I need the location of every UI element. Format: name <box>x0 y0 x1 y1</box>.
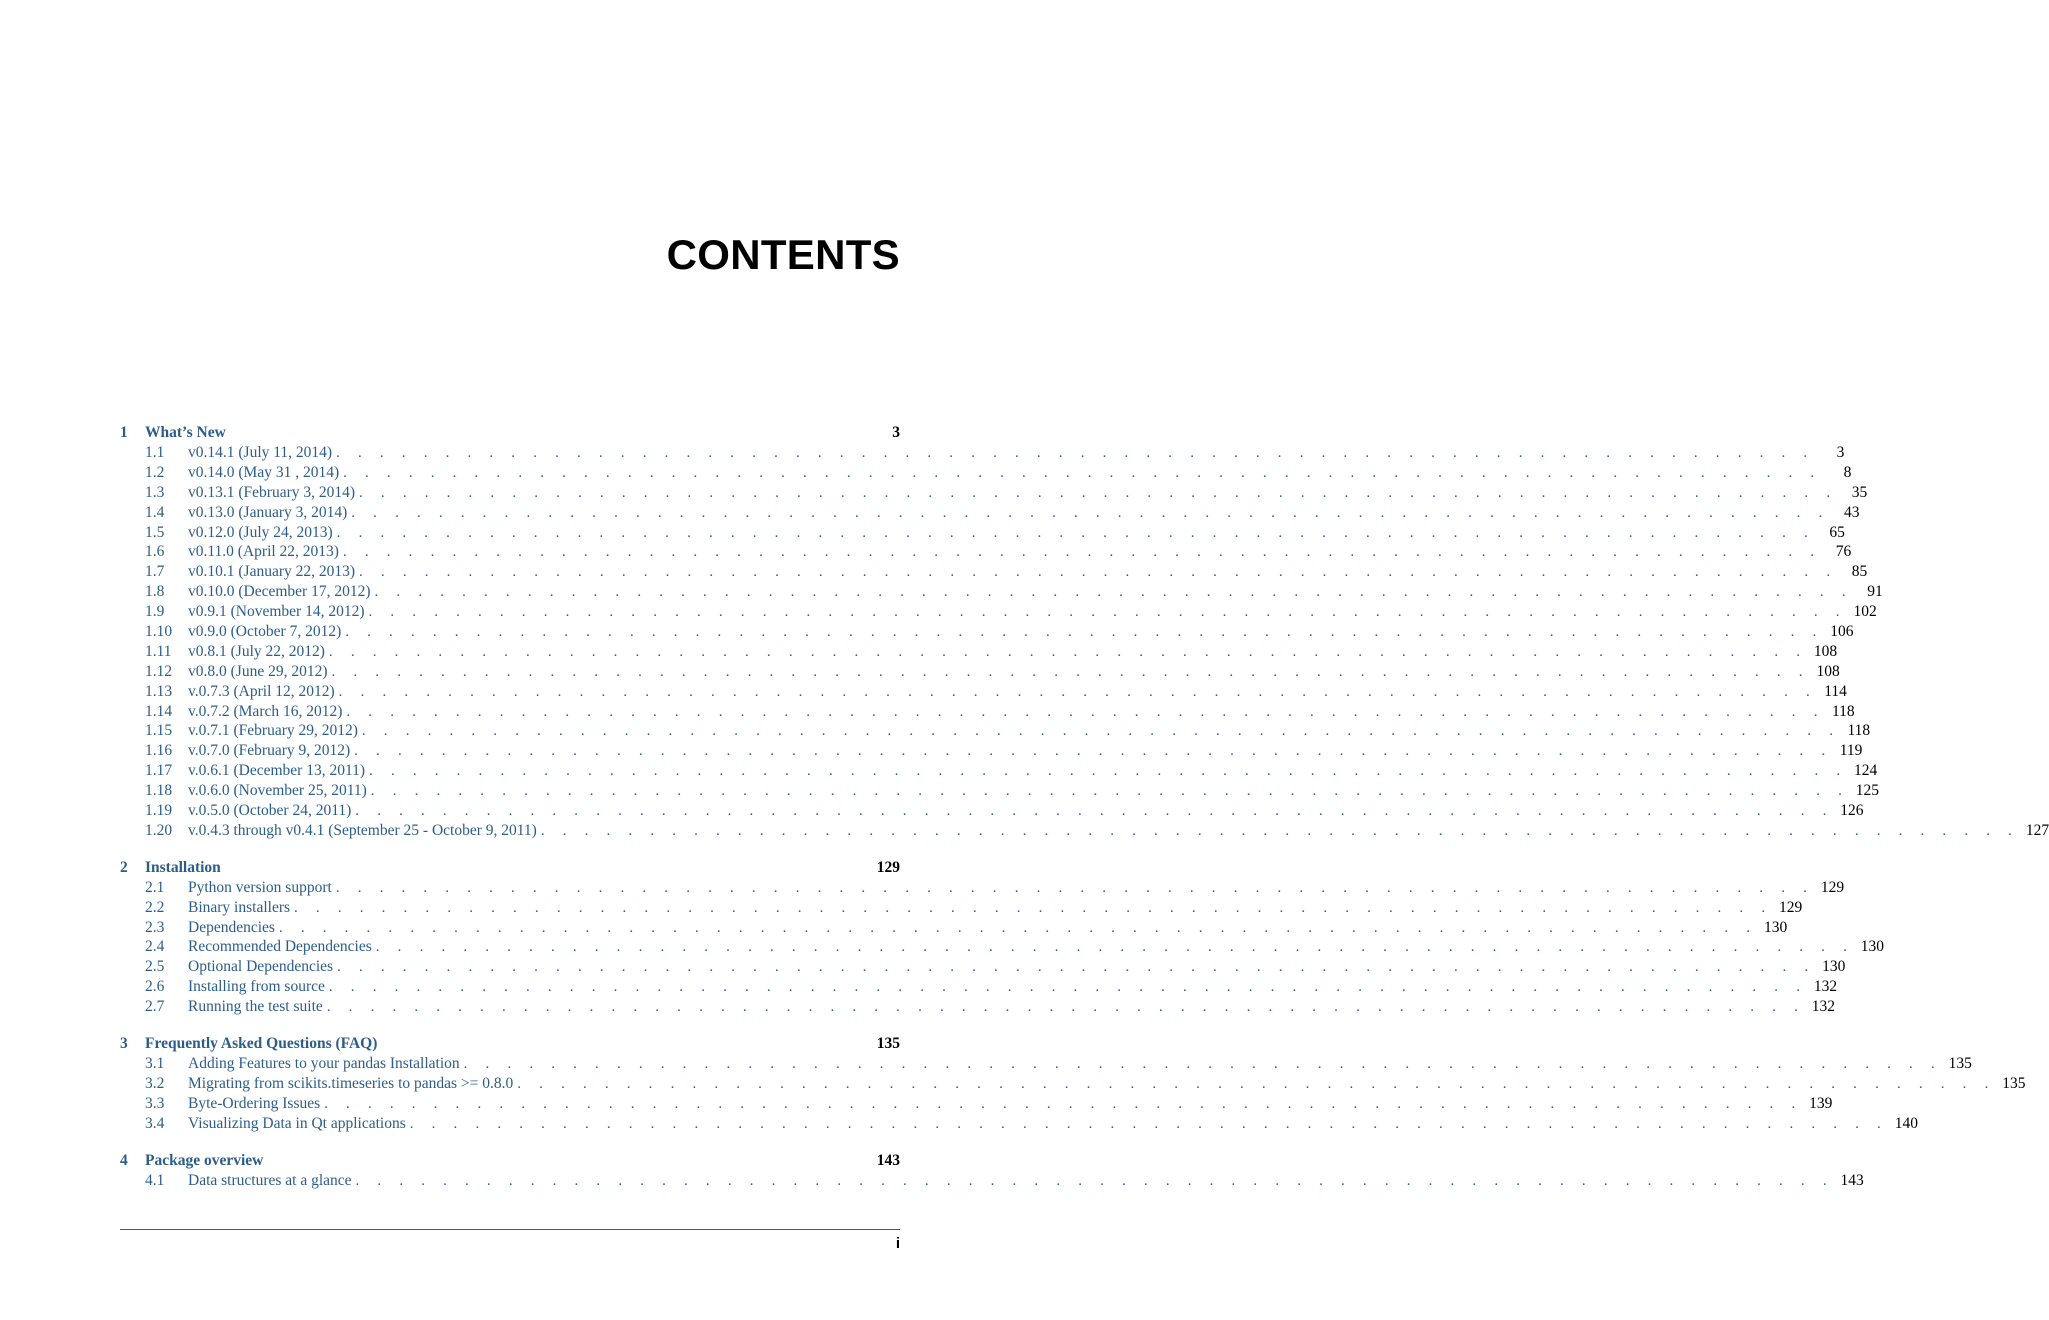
section-page-number: 129 <box>1779 898 1803 916</box>
toc-chapter-link[interactable] <box>120 1151 900 1171</box>
chapter-page-number: 129 <box>876 858 900 876</box>
section-page-number: 130 <box>1822 958 1846 976</box>
section-title: v0.13.0 (January 3, 2014) <box>188 503 348 521</box>
section-title: v0.9.0 (October 7, 2012) <box>188 623 342 641</box>
section-title: v0.8.0 (June 29, 2012) <box>188 662 328 680</box>
chapter-number: 2 <box>120 858 128 876</box>
section-number: 1.5 <box>145 523 165 541</box>
dot-leader: . . . . . . . . . . . . . . . . . . . . . . . . . . . . . . . . . . . . . . . . . . . . . . . . . . . . . . . . . . . . . . . . . . . . <box>369 763 1848 780</box>
dot-leader: . . . . . . . . . . . . . . . . . . . . . . . . . . . . . . . . . . . . . . . . . . . . . . . . . . . . . . . . . . . . . . . . . . . . <box>359 564 1838 581</box>
section-page-number: 130 <box>1763 918 1788 936</box>
dot-leader: . . . . . . . . . . . . . . . . . . . . . . . . . . . . . . . . . . . . . . . . . . . . . . . . . . . . . . . . . . . . . . . . . . . . <box>328 643 1808 660</box>
section-title: v0.9.1 (November 14, 2012) <box>188 603 365 621</box>
section-title: Optional Dependencies <box>188 958 334 976</box>
section-number: 2.6 <box>145 978 165 996</box>
chapter-page-number: 135 <box>876 1035 900 1053</box>
chapter-number: 3 <box>120 1035 128 1053</box>
dot-leader: . . . . . . . . . . . . . . . . . . . . . . . . . . . . . . . . . . . . . . . . . . . . . . . . . . . . . . . . . . . . . . . . . . . . <box>338 683 1817 700</box>
toc-entry-link[interactable] <box>120 957 1846 977</box>
section-page-number: 108 <box>1816 662 1840 680</box>
section-number: 2.3 <box>145 918 165 936</box>
dot-leader: . . . . . . . . . . . . . . . . . . . . . . . . . . . . . . . . . . . . . . . . . . . . . . . . . . . . . . . . . . . . . . . . . . . . <box>345 624 1824 641</box>
section-page-number: 65 <box>1829 523 1845 541</box>
section-number: 2.5 <box>145 958 165 976</box>
chapter-title: Frequently Asked Questions (FAQ) <box>145 1035 378 1053</box>
chapter-title: Package overview <box>145 1151 264 1169</box>
section-page-number: 140 <box>1894 1114 1918 1132</box>
section-title: v.0.4.3 through v0.4.1 (September 25 - October 9, 2011) <box>188 821 537 839</box>
section-title: Binary installers <box>188 898 291 916</box>
section-number: 1.10 <box>145 623 173 641</box>
section-number: 3.3 <box>145 1094 165 1112</box>
section-number: 3.4 <box>145 1114 165 1132</box>
section-title: v.0.7.2 (March 16, 2012) <box>188 702 343 720</box>
toc-entry-link[interactable] <box>120 622 1854 642</box>
section-title: v0.14.1 (July 11, 2014) <box>188 444 333 461</box>
toc-chapter <box>120 858 1885 1017</box>
toc-entry-link[interactable] <box>120 821 2049 841</box>
section-page-number: 8 <box>1843 463 1852 481</box>
toc-entry-link[interactable] <box>120 878 1845 898</box>
dot-leader: . . . . . . . . . . . . . . . . . . . . . . . . . . . . . . . . . . . . . . . . . . . . . . . . . . . . . . . . . . . . . . . . . . . . <box>331 663 1810 680</box>
section-title: v0.8.1 (July 22, 2012) <box>188 642 325 660</box>
section-number: 1.14 <box>145 702 173 720</box>
section-number: 1.16 <box>145 742 173 760</box>
toc-chapter-link[interactable] <box>120 1034 900 1054</box>
section-page-number: 85 <box>1851 563 1868 581</box>
section-page-number: 125 <box>1855 782 1880 800</box>
section-page-number: 126 <box>1840 802 1864 820</box>
toc-chapter <box>120 1151 1864 1191</box>
toc-entry-link[interactable] <box>120 1114 1918 1134</box>
section-number: 1.1 <box>145 444 165 461</box>
toc-chapter <box>120 423 2049 841</box>
toc-entry-link[interactable] <box>120 721 1871 741</box>
section-page-number: 106 <box>1830 623 1854 641</box>
section-page-number: 119 <box>1839 742 1863 760</box>
dot-leader: . . . . . . . . . . . . . . . . . . . . . . . . . . . . . . . . . . . . . . . . . . . . . . . . . . . . . . . . . . . . . . . . . . . . <box>355 1172 1834 1189</box>
footer-rule <box>120 1229 900 1230</box>
dot-leader: . . . . . . . . . . . . . . . . . . . . . . . . . . . . . . . . . . . . . . . . . . . . . . . . . . . . . . . . . . . . . . . . . . . . <box>324 1095 1803 1112</box>
toc-entry-link[interactable] <box>120 1171 1864 1191</box>
chapter-page-number: 3 <box>892 424 900 441</box>
section-number: 1.3 <box>145 483 165 501</box>
section-title: Migrating from scikits.timeseries to pandas >= 0.8.0 <box>188 1074 514 1092</box>
toc-entry-link[interactable] <box>120 602 1877 622</box>
section-page-number: 43 <box>1844 503 1860 521</box>
table-of-contents <box>120 423 2049 1208</box>
section-number: 3.1 <box>145 1055 165 1073</box>
dot-leader: . . . . . . . . . . . . . . . . . . . . . . . . . . . . . . . . . . . . . . . . . . . . . . . . . . . . . . . . . . . . . . . . . . . . <box>374 584 1853 601</box>
section-title: v0.14.0 (May 31 , 2014) <box>188 463 340 481</box>
chapter-number: 4 <box>120 1151 128 1169</box>
section-title: v0.13.1 (February 3, 2014) <box>188 483 356 501</box>
toc-entry-link[interactable] <box>120 582 1883 602</box>
dot-leader: . . . . . . . . . . . . . . . . . . . . . . . . . . . . . . . . . . . . . . . . . . . . . . . . . . . . . . . . . . . . . . . . . . . . <box>336 524 1815 541</box>
dot-leader: . . . . . . . . . . . . . . . . . . . . . . . . . . . . . . . . . . . . . . . . . . . . . . . . . . . . . . . . . . . . . . . . . . . . <box>346 703 1825 720</box>
section-title: v.0.7.0 (February 9, 2012) <box>188 742 351 760</box>
toc-entry-link[interactable] <box>120 642 1838 662</box>
section-title: Adding Features to your pandas Installation <box>188 1055 460 1073</box>
section-page-number: 132 <box>1813 978 1838 996</box>
toc-entry-link[interactable] <box>120 523 1845 543</box>
toc-entry-link[interactable] <box>120 503 1860 523</box>
dot-leader: . . . . . . . . . . . . . . . . . . . . . . . . . . . . . . . . . . . . . . . . . . . . . . . . . . . . . . . . . . . . . . . . . . . . <box>343 464 1822 481</box>
section-number: 2.4 <box>145 938 165 956</box>
section-page-number: 135 <box>2002 1074 2026 1092</box>
toc-entry-link[interactable] <box>120 542 1852 562</box>
toc-entry-link[interactable] <box>120 741 1863 761</box>
section-title: v0.12.0 (July 24, 2013) <box>188 523 333 541</box>
toc-entry-link[interactable] <box>120 761 1878 781</box>
section-title: Visualizing Data in Qt applications <box>188 1114 406 1132</box>
section-page-number: 143 <box>1840 1171 1864 1189</box>
dot-leader: . . . . . . . . . . . . . . . . . . . . . . . . . . . . . . . . . . . . . . . . . . . . . . . . . . . . . . . . . . . . . . . . . . . . <box>463 1056 1942 1073</box>
section-page-number: 135 <box>1948 1055 1972 1073</box>
toc-entry-link[interactable] <box>120 801 1864 821</box>
dot-leader: . . . . . . . . . . . . . . . . . . . . . . . . . . . . . . . . . . . . . . . . . . . . . . . . . . . . . . . . . . . . . . . . . . . . <box>355 803 1834 820</box>
dot-leader: . . . . . . . . . . . . . . . . . . . . . . . . . . . . . . . . . . . . . . . . . . . . . . . . . . . . . . . . . . . . . . . . . . . . <box>328 979 1808 996</box>
section-number: 1.9 <box>145 603 165 621</box>
dot-leader: . . . . . . . . . . . . . . . . . . . . . . . . . . . . . . . . . . . . . . . . . . . . . . . . . . . . . . . . . . . . . . . . . . . . <box>370 783 1850 800</box>
dot-leader: . . . . . . . . . . . . . . . . . . . . . . . . . . . . . . . . . . . . . . . . . . . . . . . . . . . . . . . . . . . . . . . . . . . . <box>337 959 1816 976</box>
section-number: 1.18 <box>145 782 173 800</box>
toc-entry-link[interactable] <box>120 483 1868 503</box>
section-number: 1.6 <box>145 543 165 561</box>
section-page-number: 127 <box>2025 821 2049 839</box>
section-title: v.0.7.3 (April 12, 2012) <box>188 682 335 700</box>
dot-leader: . . . . . . . . . . . . . . . . . . . . . . . . . . . . . . . . . . . . . . . . . . . . . . . . . . . . . . . . . . . . . . . . . . . . <box>368 604 1847 621</box>
section-number: 1.20 <box>145 821 173 839</box>
section-page-number: 35 <box>1851 483 1868 501</box>
section-number: 1.8 <box>145 583 165 601</box>
dot-leader: . . . . . . . . . . . . . . . . . . . . . . . . . . . . . . . . . . . . . . . . . . . . . . . . . . . . . . . . . . . . . . . . . . . . <box>359 484 1838 501</box>
toc-entry-link[interactable] <box>120 997 1836 1017</box>
section-page-number: 114 <box>1824 682 1847 700</box>
dot-leader: . . . . . . . . . . . . . . . . . . . . . . . . . . . . . . . . . . . . . . . . . . . . . . . . . . . . . . . . . . . . . . . . . . . . <box>335 879 1815 896</box>
section-page-number: 102 <box>1853 603 1877 621</box>
section-number: 1.12 <box>145 662 173 680</box>
toc-entry-link[interactable] <box>120 1094 1833 1114</box>
section-title: v0.10.0 (December 17, 2012) <box>188 583 371 601</box>
chapter-number: 1 <box>120 424 128 441</box>
section-page-number: 132 <box>1811 998 1836 1016</box>
section-number: 2.2 <box>145 898 165 916</box>
dot-leader: . . . . . . . . . . . . . . . . . . . . . . . . . . . . . . . . . . . . . . . . . . . . . . . . . . . . . . . . . . . . . . . . . . . . <box>375 939 1855 956</box>
dot-leader: . . . . . . . . . . . . . . . . . . . . . . . . . . . . . . . . . . . . . . . . . . . . . . . . . . . . . . . . . . . . . . . . . . . . <box>354 743 1833 760</box>
toc-entry-link[interactable] <box>120 562 1868 582</box>
chapter-title: What’s New <box>145 424 226 441</box>
section-number: 2.1 <box>145 878 165 896</box>
section-number: 1.2 <box>145 463 165 481</box>
section-title: Byte-Ordering Issues <box>188 1094 321 1112</box>
dot-leader: . . . . . . . . . . . . . . . . . . . . . . . . . . . . . . . . . . . . . . . . . . . . . . . . . . . . . . . . . . . . . . . . . . . . <box>517 1075 1996 1092</box>
footer-page-number: i <box>895 1235 900 1252</box>
section-page-number: 139 <box>1809 1094 1833 1112</box>
chapter-page-number: 143 <box>876 1151 900 1169</box>
section-title: v.0.6.0 (November 25, 2011) <box>188 782 367 800</box>
dot-leader: . . . . . . . . . . . . . . . . . . . . . . . . . . . . . . . . . . . . . . . . . . . . . . . . . . . . . . . . . . . . . . . . . . . . <box>361 723 1841 740</box>
section-page-number: 3 <box>1836 444 1845 461</box>
section-number: 3.2 <box>145 1074 165 1092</box>
section-number: 1.4 <box>145 503 165 521</box>
dot-leader: . . . . . . . . . . . . . . . . . . . . . . . . . . . . . . . . . . . . . . . . . . . . . . . . . . . . . . . . . . . . . . . . . . . . <box>326 999 1806 1016</box>
section-title: Dependencies <box>188 918 275 936</box>
dot-leader: . . . . . . . . . . . . . . . . . . . . . . . . . . . . . . . . . . . . . . . . . . . . . . . . . . . . . . . . . . . . . . . . . . . . <box>409 1115 1888 1132</box>
toc-chapter <box>120 1034 2026 1134</box>
section-page-number: 118 <box>1847 722 1871 740</box>
section-number: 1.17 <box>145 762 173 780</box>
section-page-number: 124 <box>1854 762 1878 780</box>
section-title: Installing from source <box>188 978 325 996</box>
toc-entry-link[interactable] <box>120 977 1838 997</box>
section-number: 1.11 <box>145 642 172 660</box>
toc-entry-link[interactable] <box>120 702 1855 722</box>
section-title: v0.11.0 (April 22, 2013) <box>188 543 339 561</box>
section-page-number: 130 <box>1860 938 1885 956</box>
toc-entry-link[interactable] <box>120 1054 1972 1074</box>
dot-leader: . . . . . . . . . . . . . . . . . . . . . . . . . . . . . . . . . . . . . . . . . . . . . . . . . . . . . . . . . . . . . . . . . . . . <box>336 445 1815 461</box>
section-title: Data structures at a glance <box>188 1171 352 1189</box>
section-page-number: 91 <box>1867 583 1883 601</box>
toc-entry-link[interactable] <box>120 937 1885 957</box>
section-number: 4.1 <box>145 1171 165 1189</box>
dot-leader: . . . . . . . . . . . . . . . . . . . . . . . . . . . . . . . . . . . . . . . . . . . . . . . . . . . . . . . . . . . . . . . . . . . . <box>278 919 1758 936</box>
section-title: v.0.5.0 (October 24, 2011) <box>188 802 352 820</box>
section-title: v0.10.1 (January 22, 2013) <box>188 563 356 581</box>
toc-entry-link[interactable] <box>120 781 1880 801</box>
dot-leader: . . . . . . . . . . . . . . . . . . . . . . . . . . . . . . . . . . . . . . . . . . . . . . . . . . . . . . . . . . . . . . . . . . . . <box>342 544 1822 561</box>
section-title: Python version support <box>188 878 332 896</box>
section-number: 1.7 <box>145 563 165 581</box>
section-number: 1.15 <box>145 722 173 740</box>
toc-chapter-link[interactable] <box>120 423 900 443</box>
section-title: Recommended Dependencies <box>188 938 372 956</box>
dot-leader: . . . . . . . . . . . . . . . . . . . . . . . . . . . . . . . . . . . . . . . . . . . . . . . . . . . . . . . . . . . . . . . . . . . . <box>294 899 1773 916</box>
toc-entry-link[interactable] <box>120 1074 2026 1094</box>
section-number: 2.7 <box>145 998 165 1016</box>
toc-chapter-link[interactable] <box>120 858 900 878</box>
dot-leader: . . . . . . . . . . . . . . . . . . . . . . . . . . . . . . . . . . . . . . . . . . . . . . . . . . . . . . . . . . . . . . . . . . . . <box>540 822 2020 839</box>
toc-entry-link[interactable] <box>120 918 1788 938</box>
toc-entry-link[interactable] <box>120 463 1852 483</box>
section-title: Running the test suite <box>188 998 323 1016</box>
section-number: 1.19 <box>145 802 173 820</box>
section-page-number: 118 <box>1831 702 1855 720</box>
section-page-number: 76 <box>1835 543 1852 561</box>
section-page-number: 108 <box>1813 642 1838 660</box>
section-title: v.0.7.1 (February 29, 2012) <box>188 722 358 740</box>
section-title: v.0.6.1 (December 13, 2011) <box>188 762 366 780</box>
toc-entry-link[interactable] <box>120 662 1840 682</box>
page-title: CONTENTS <box>666 231 900 278</box>
chapter-title: Installation <box>145 858 221 876</box>
section-number: 1.13 <box>145 682 173 700</box>
dot-leader: . . . . . . . . . . . . . . . . . . . . . . . . . . . . . . . . . . . . . . . . . . . . . . . . . . . . . . . . . . . . . . . . . . . . <box>351 504 1830 521</box>
toc-entry-link[interactable] <box>120 682 1847 702</box>
toc-entry-link[interactable] <box>120 898 1803 918</box>
section-page-number: 129 <box>1820 878 1845 896</box>
toc-entry-link[interactable] <box>120 443 1845 463</box>
